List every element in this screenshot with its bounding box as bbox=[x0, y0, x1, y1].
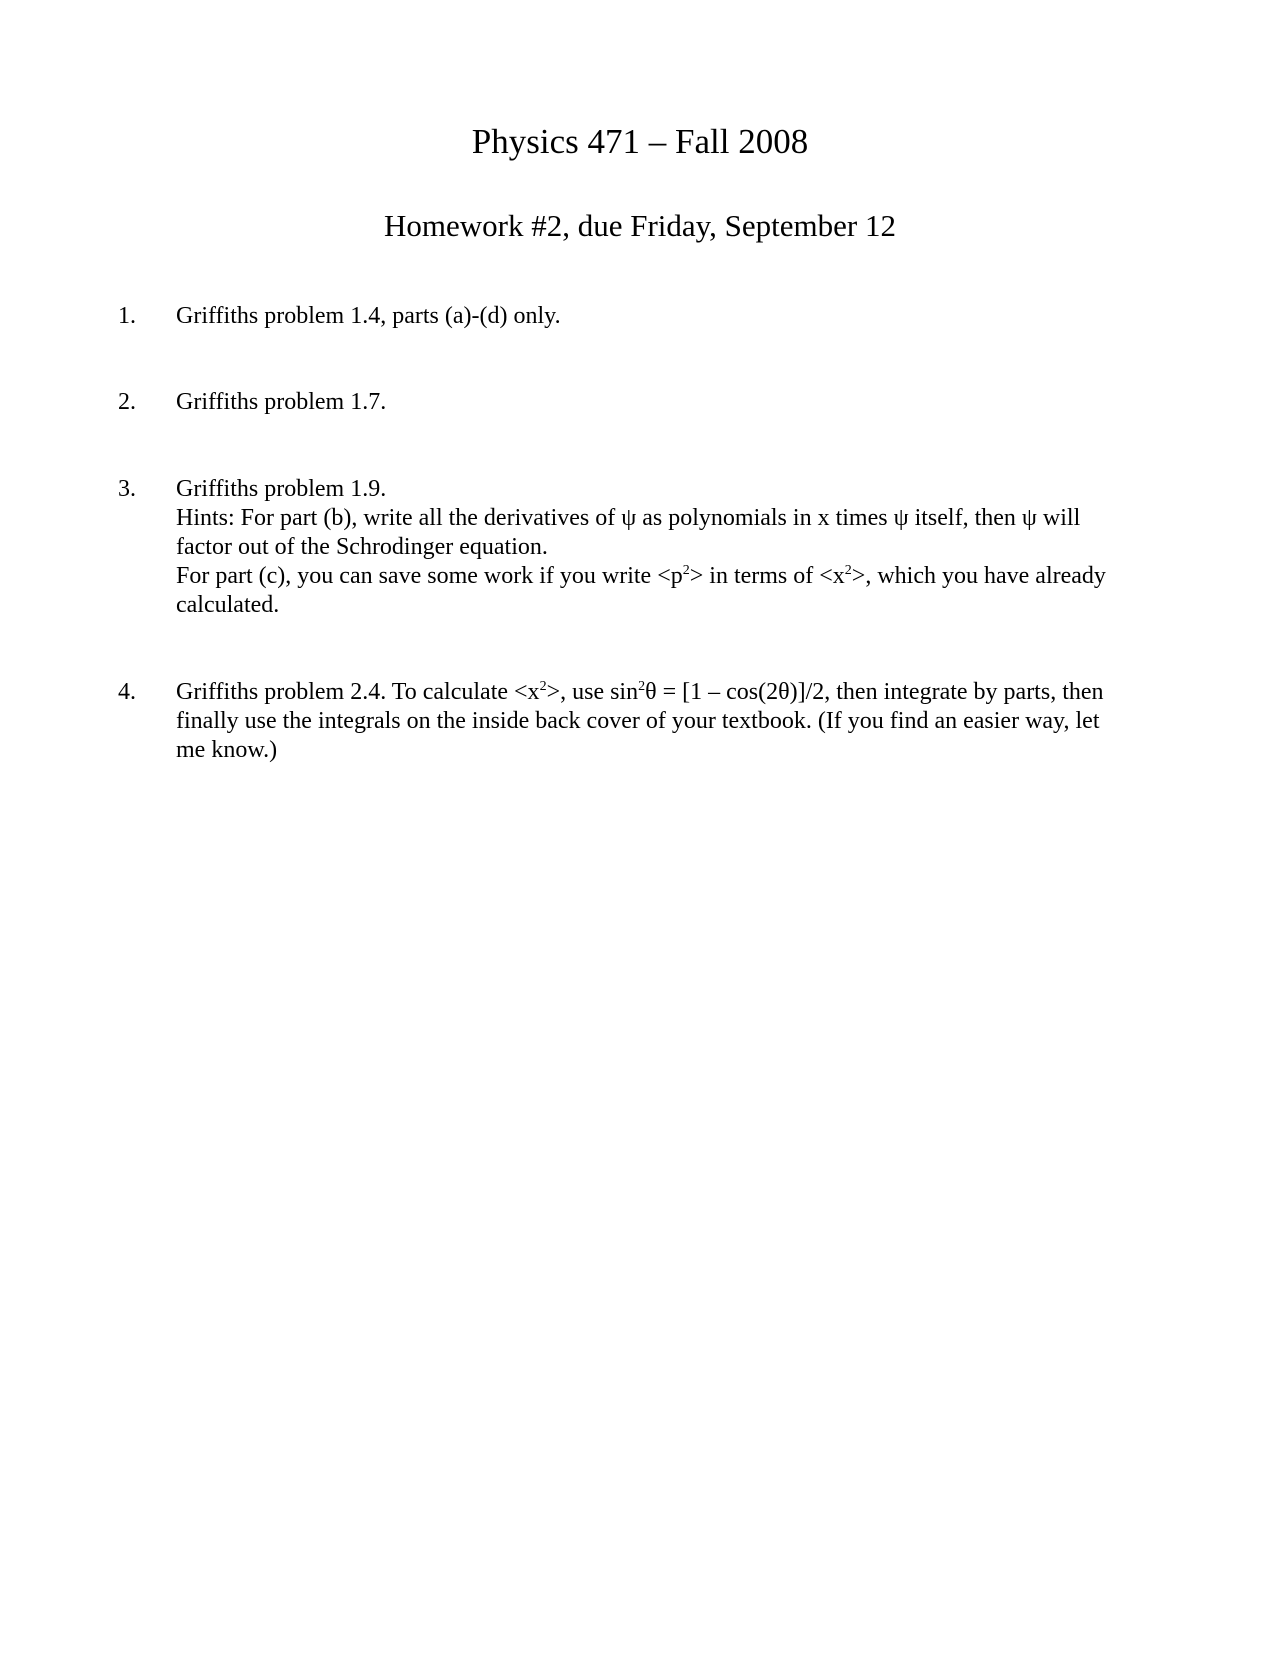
problem-line: Griffiths problem 1.4, parts (a)-(d) only. bbox=[176, 303, 561, 329]
hint-line bbox=[176, 562, 1180, 591]
superscript: 2 bbox=[682, 563, 690, 578]
problem-number: 2. bbox=[118, 389, 136, 415]
document-title: Physics 471 – Fall 2008 bbox=[471, 122, 809, 161]
problem-text bbox=[176, 678, 1180, 765]
problem-line bbox=[176, 678, 1180, 707]
problem-line: finally use the integrals on the inside back cover of your textbook. (If you find an easier way, let bbox=[176, 708, 1100, 734]
superscript: 2 bbox=[844, 563, 852, 578]
problem-number: 3. bbox=[118, 476, 136, 502]
problem-text-part: Griffiths problem 2.4. To calculate <x bbox=[176, 679, 540, 705]
superscript: 2 bbox=[539, 679, 547, 694]
problem-line: me know.) bbox=[176, 737, 278, 763]
problem-number: 4. bbox=[118, 679, 136, 705]
hint-line: Hints: For part (b), write all the derivatives of ψ as polynomials in x times ψ itself, then ψ will bbox=[176, 505, 1081, 531]
problem-line: Griffiths problem 1.9. bbox=[176, 476, 387, 502]
problem-number: 1. bbox=[118, 303, 136, 329]
hint-line: factor out of the Schrodinger equation. bbox=[176, 534, 548, 560]
problem-text bbox=[176, 388, 1180, 417]
hint-text: For part (c), you can save some work if you write <p bbox=[176, 563, 683, 589]
hint-line: calculated. bbox=[176, 592, 280, 618]
problem-text bbox=[176, 475, 1180, 620]
superscript: 2 bbox=[638, 679, 646, 694]
hint-text: > in terms of <x bbox=[689, 563, 845, 589]
document-subtitle: Homework #2, due Friday, September 12 bbox=[384, 208, 896, 243]
hint-text: >, which you have already bbox=[851, 563, 1106, 589]
problem-text-part: θ = [1 – cos(2θ)]/2, then integrate by parts, then bbox=[645, 679, 1104, 705]
problem-line: Griffiths problem 1.7. bbox=[176, 389, 387, 415]
problem-text bbox=[176, 302, 1180, 331]
problem-text-part: >, use sin bbox=[546, 679, 639, 705]
